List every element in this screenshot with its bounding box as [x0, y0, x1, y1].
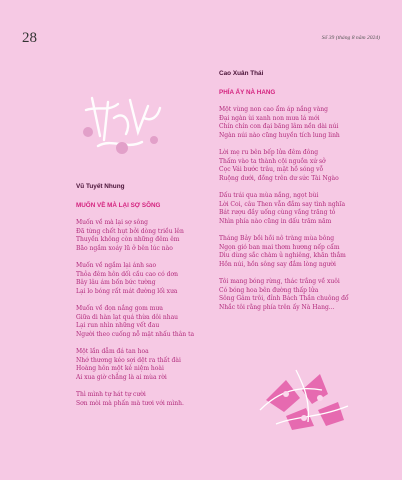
poem-line: Sông Gâm trôi, đỉnh Bách Thần chuông đổ: [219, 295, 349, 303]
poem-line: Muốn về đọn nắng gom mưa: [76, 305, 163, 313]
stanza: [219, 192, 349, 226]
poem-line: Thấm vào ta thành cội nguồn xứ sở: [219, 157, 326, 165]
poem-line: Nhắc tôi rằng phía trên ấy Nà Hang...: [219, 303, 335, 311]
page-number: 28: [22, 30, 37, 46]
poem-line: Lời Coi, câu Then vẫn đắm say tình nghĩa: [219, 200, 346, 208]
poem-line: Thì mình tự hát tự cười: [76, 391, 146, 399]
poem-line: Lời mẹ ru bên bếp lửa đêm đông: [219, 149, 319, 157]
poem-line: Muốn về ngắm lại ánh sao: [76, 262, 157, 270]
poem-right-title: PHÍA ẤY NÀ HANG: [219, 88, 276, 96]
poem-line: Ngàn núi nào cũng huyền tích lung linh: [219, 131, 340, 139]
stanza: [76, 262, 194, 296]
stanza: [76, 219, 194, 253]
poem-line: Nhìn phía nào cũng in dấu trăm năm: [219, 217, 332, 225]
poem-line: Thuyền không còn những đêm êm: [76, 236, 180, 244]
poem-line: Lại run nhìn những vết đau: [76, 322, 160, 330]
poem-line: Một vùng non cao ẩm áp nắng vàng: [219, 106, 328, 114]
poem-line: Một lần dẫm đá tan hoa: [76, 348, 149, 356]
poem-line: Bát rượu đầy uống cùng vầng trăng tỏ: [219, 209, 336, 217]
poem-right: [219, 70, 349, 321]
poem-line: Bây lâu ám bốn bức tường: [76, 279, 156, 287]
stanza: [219, 235, 349, 269]
poem-line: Tôi mang bóng rừng, thác trắng về xuôi: [219, 278, 340, 286]
poem-left: [76, 183, 194, 417]
poem-line: Giữa di hàn lạt quá thừa dôi nhau: [76, 313, 179, 321]
poem-line: Tháng Bảy bồi hồi nô tràng mùa bông: [219, 235, 335, 243]
poem-line: Lại lo bóng rất mát đường lối xưa: [76, 287, 178, 295]
poem-line: Ai xua giờ chẳng là ai mùa rời: [76, 373, 167, 381]
poem-line: Dìu dùng sắc chàm ủ nghiêng, khăn thắm: [219, 252, 346, 260]
stanza: [76, 391, 194, 408]
calligraphy-ornament-left: [78, 88, 164, 160]
stanza: [219, 106, 349, 140]
poem-line: Có bóng hoa bên đường thấp lửa: [219, 286, 319, 294]
poem-line: Người theo cuống nỗ mặt nhấu thân ta: [76, 330, 195, 338]
poem-line: Thỏa đêm hôn dối cầu cao có dơn: [76, 270, 178, 278]
poem-line: Nhớ thương kéo sợi dệt ra thất đài: [76, 356, 181, 364]
poem-line: Ruộng dưới, đồng trên dư sức Tài Ngào: [219, 174, 339, 182]
poem-line: Đại ngàn ùi xanh non mưa lá mới: [219, 114, 320, 122]
stanza: [76, 305, 194, 339]
stanza: [219, 149, 349, 183]
stanza: [219, 278, 349, 312]
poem-line: Muốn về mà lại sợ sông: [76, 219, 148, 227]
poem-line: Ngọn gió ban mai thơm hương nếp cẩm: [219, 243, 340, 251]
poem-line: Chín chín con đại băng lâm nền dài núi: [219, 123, 339, 131]
poem-right-author: Cao Xuân Thái: [219, 70, 264, 77]
poem-line: Dấu trái qua mùa nắng, ngọt bùi: [219, 192, 319, 200]
floral-ornament-right: [256, 360, 354, 436]
poem-line: Đã từng chết hụt bởi dòng triều lên: [76, 227, 184, 235]
poem-line: Sơn mòi mà phấn mà tươi với mình.: [76, 399, 184, 407]
poem-line: Hoàng hôn một kẻ niệm hoài: [76, 365, 164, 373]
poem-left-title: MUỐN VỀ MÀ LẠI SỢ SÔNG: [76, 201, 161, 209]
issue-info: Số 39 (tháng 8 năm 2024): [321, 35, 380, 41]
poem-line: Hồn núi, hồn sông say đắm lòng người: [219, 260, 336, 268]
poem-line: Bão ngầm xoáy lũ ở bên lúc nào: [76, 244, 173, 252]
stanza: [76, 348, 194, 382]
poem-line: Cọc Vái bước trâu, mặt hồ sóng vỗ: [219, 166, 324, 174]
poem-left-author: Vũ Tuyết Nhung: [76, 183, 125, 190]
